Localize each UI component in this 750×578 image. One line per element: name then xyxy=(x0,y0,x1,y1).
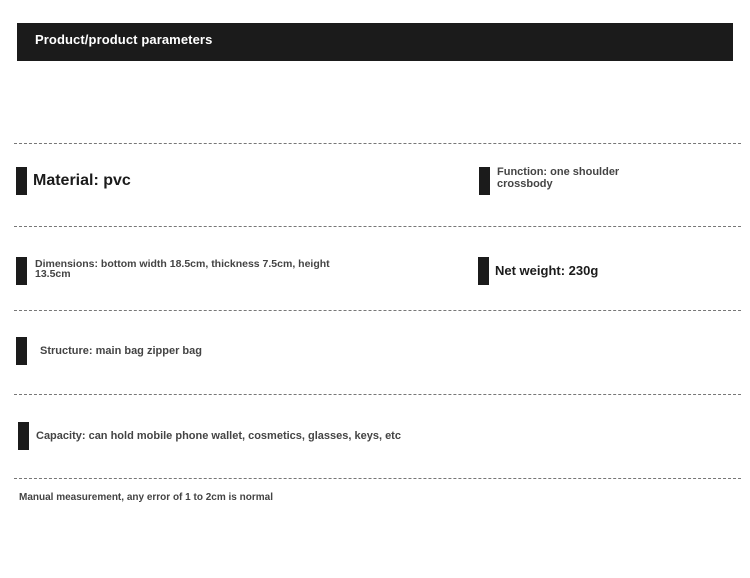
header-bar xyxy=(17,23,733,61)
row-marker xyxy=(478,257,489,285)
divider xyxy=(14,478,741,479)
row-marker xyxy=(16,337,27,365)
net-weight-label: Net weight: 230g xyxy=(495,263,599,278)
footer-note: Manual measurement, any error of 1 to 2cm is normal xyxy=(19,492,273,503)
divider xyxy=(14,143,741,144)
row-marker xyxy=(16,167,27,195)
row-marker xyxy=(18,422,29,450)
divider xyxy=(14,310,741,311)
structure-label: Structure: main bag zipper bag xyxy=(40,345,202,357)
row-marker xyxy=(16,257,27,285)
row-marker xyxy=(479,167,490,195)
capacity-label: Capacity: can hold mobile phone wallet, cosmetics, glasses, keys, etc xyxy=(36,430,401,442)
material-label: Material: pvc xyxy=(33,172,131,189)
dimensions-label: Dimensions: bottom width 18.5cm, thickness 7.5cm, height 13.5cm xyxy=(35,258,330,280)
divider xyxy=(14,226,741,227)
divider xyxy=(14,394,741,395)
page-title: Product/product parameters xyxy=(35,32,213,47)
function-label: Function: one shoulder crossbody xyxy=(497,166,620,190)
